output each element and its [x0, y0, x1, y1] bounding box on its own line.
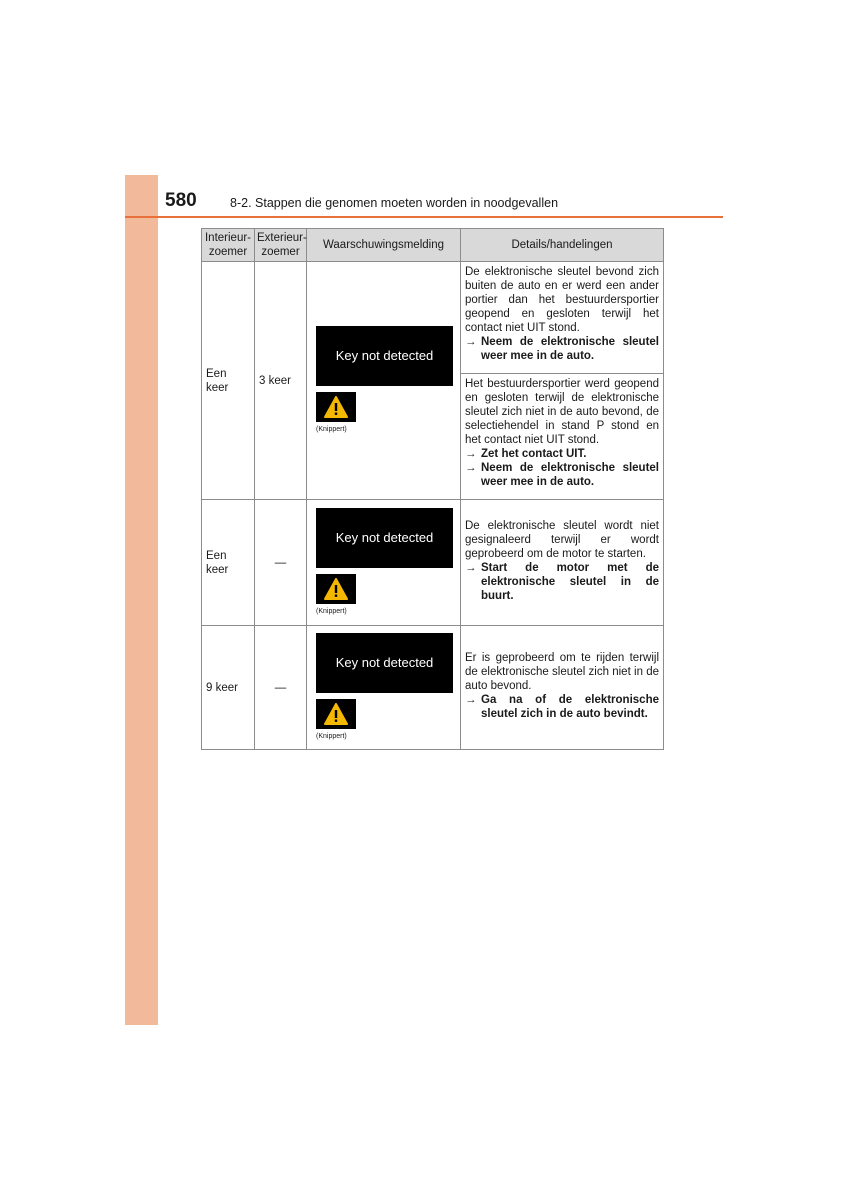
table-row: [202, 262, 664, 374]
header-rule: [125, 216, 723, 218]
display-message: Key not detected: [335, 530, 434, 545]
chapter-side-tab: [125, 175, 158, 1025]
table-row: [202, 626, 664, 750]
display-screen: [316, 326, 453, 386]
exterior-zoom-cell: —: [255, 626, 307, 750]
flash-caption: (Knippert): [316, 426, 347, 433]
action-text: Start de motor met de elektronische sleutel in de buurt.: [481, 561, 659, 602]
details-cell: [461, 262, 664, 374]
action-text: Neem de elektronische sleutel weer mee in de auto.: [481, 336, 659, 362]
detail-text: De elektronische sleutel wordt niet gesignaleerd terwijl er wordt geprobeerd om de motor te starten.: [465, 519, 659, 560]
col-header-interior: Interieur-zoemer: [202, 229, 255, 262]
warning-triangle-icon: [316, 574, 356, 604]
warning-triangle-icon: [316, 392, 356, 422]
arrow-icon: →: [465, 693, 477, 706]
warning-cell: [307, 500, 461, 626]
flash-caption: (Knippert): [316, 733, 347, 740]
action-text: Neem de elektronische sleutel weer mee in de auto.: [481, 462, 659, 488]
details-cell: [461, 374, 664, 500]
flash-caption: (Knippert): [316, 608, 347, 615]
details-cell: [461, 626, 664, 750]
display-screen: [316, 633, 453, 693]
display-screen: [316, 508, 453, 568]
arrow-icon: →: [465, 561, 477, 574]
detail-text: Het bestuurdersportier werd geopend en gesloten terwijl de elektronische sleutel zich niet in de auto bevond, de selectiehendel in stand P stond en het contact niet UIT stond.: [465, 378, 659, 446]
page-number: 580: [165, 190, 197, 211]
action-item: [465, 461, 659, 489]
details-cell: [461, 500, 664, 626]
warning-table: [201, 228, 664, 750]
action-item: [465, 447, 659, 461]
interior-zoom-cell: Een keer: [202, 262, 255, 500]
display-message: Key not detected: [335, 655, 434, 670]
arrow-icon: →: [465, 336, 477, 348]
exterior-zoom-cell: —: [255, 500, 307, 626]
table-row: [202, 500, 664, 626]
section-title: 8-2. Stappen die genomen moeten worden in noodgevallen: [230, 196, 559, 210]
exterior-zoom-cell: 3 keer: [255, 262, 307, 500]
warning-triangle-icon: [316, 699, 356, 729]
action-item: [465, 693, 659, 721]
action-item: [465, 335, 659, 363]
interior-zoom-cell: 9 keer: [202, 626, 255, 750]
col-header-warning: Waarschuwingsmelding: [307, 229, 461, 262]
arrow-icon: →: [465, 448, 477, 460]
arrow-icon: →: [465, 462, 477, 474]
detail-text: De elektronische sleutel bevond zich buiten de auto en er werd een ander portier dan het bestuurdersportier geopend en gesloten terwijl het contact niet UIT stond.: [465, 266, 659, 334]
interior-zoom-cell: Een keer: [202, 500, 255, 626]
warning-cell: [307, 262, 461, 500]
action-item: [465, 561, 659, 603]
display-message: Key not detected: [335, 348, 434, 363]
col-header-exterior: Exterieur-zoemer: [255, 229, 307, 262]
table-header-row: [202, 229, 664, 262]
col-header-details: Details/handelingen: [461, 229, 664, 262]
action-text: Ga na of de elektronische sleutel zich in de auto bevindt.: [481, 693, 659, 720]
warning-cell: [307, 626, 461, 750]
detail-text: Er is geprobeerd om te rijden terwijl de elektronische sleutel zich niet in de auto bevond.: [465, 651, 659, 692]
action-text: Zet het contact UIT.: [481, 448, 587, 460]
